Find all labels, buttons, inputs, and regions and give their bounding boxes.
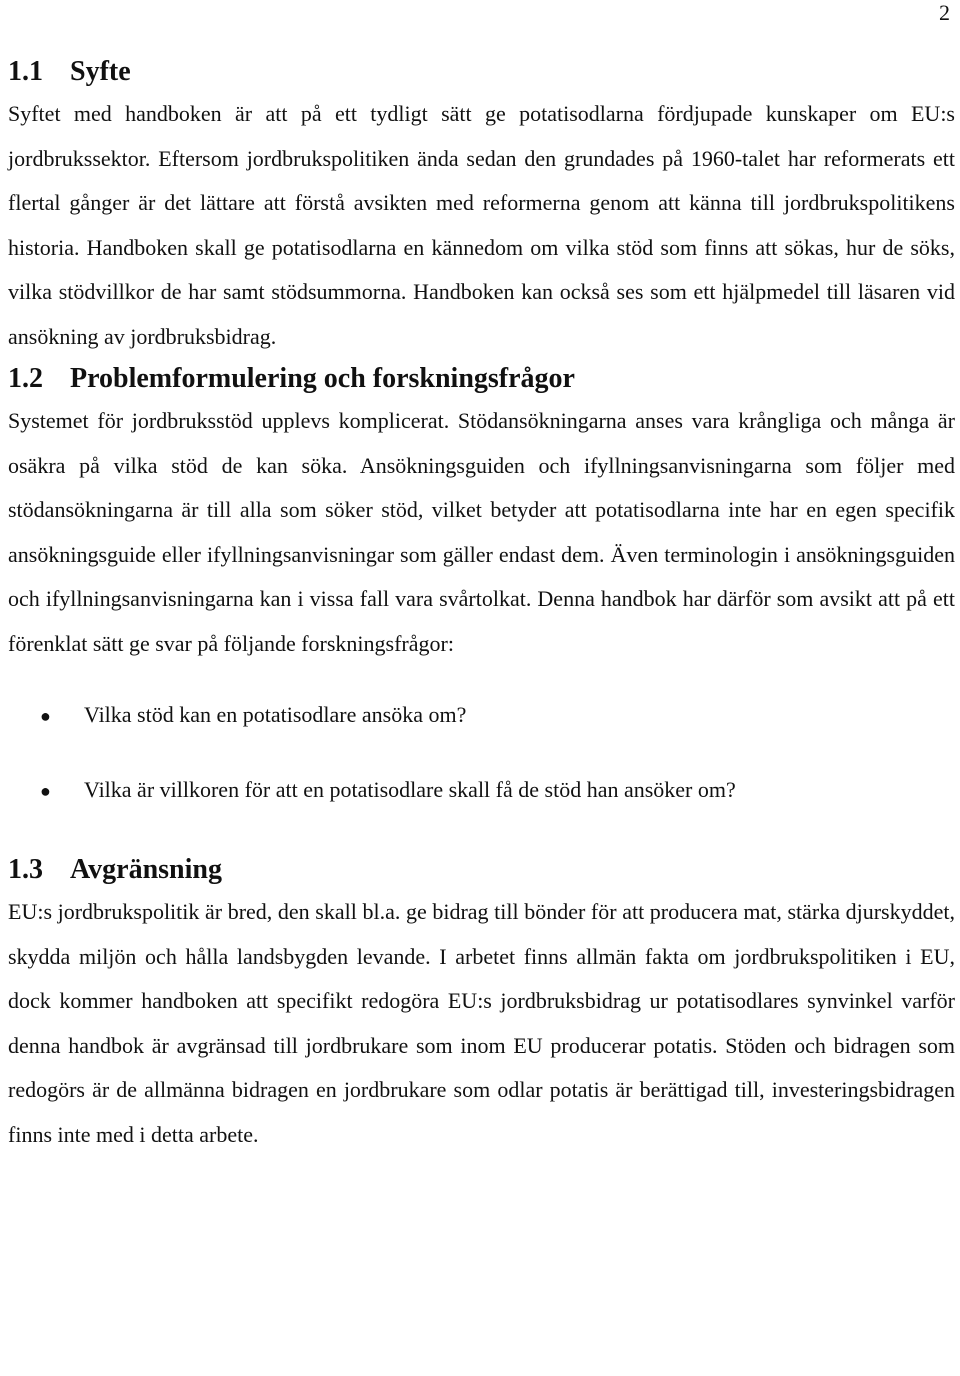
section-avgransning — [8, 850, 955, 1157]
bullet-icon: ● — [40, 706, 51, 726]
section-number: 1.2 — [8, 363, 43, 394]
section-paragraph: Syftet med handboken är att på ett tydligt sätt ge potatisodlarna fördjupade kunskaper om EU:s jordbrukssektor. Eftersom jordbrukspolitiken ända sedan den grundades på 1960-talet har reformerats ett flertal gånger är det lättare att förstå avsikten med reformerna genom att känna till jordbrukspolitikens historia. Handboken skall ge potatisodlarna en kännedom om vilka stöd som finns att sökas, hur de söks, vilka stödvillkor de har samt stödsummorna. Handboken kan också ses som ett hjälpmedel till läsaren vid ansökning av jordbruksbidrag. — [8, 101, 955, 349]
section-number: 1.1 — [8, 56, 43, 87]
page-content — [8, 52, 955, 1157]
section-title: Problemformulering och forskningsfrågor — [70, 363, 575, 394]
section-title: Syfte — [70, 56, 131, 87]
section-syfte — [8, 52, 955, 359]
section-number: 1.3 — [8, 854, 43, 885]
section-title: Avgränsning — [70, 854, 222, 885]
list-item-text: Vilka stöd kan en potatisodlare ansöka om? — [84, 702, 467, 727]
list-item-text: Vilka är villkoren för att en potatisodlare skall få de stöd han ansöker om? — [84, 777, 736, 802]
research-questions-list — [8, 700, 955, 806]
bullet-icon: ● — [40, 781, 51, 801]
section-heading — [8, 850, 955, 890]
page-number: 2 — [939, 0, 950, 25]
list-item — [8, 775, 955, 806]
section-paragraph: EU:s jordbrukspolitik är bred, den skall bl.a. ge bidrag till bönder för att producera mat, stärka djurskyddet, skydda miljön och hålla landsbygden levande. I arbetet finns allmän fakta om jordbrukspolitiken i EU, dock kommer handboken att specifikt redogöra EU:s jordbruksbidrag ur potatisodlares synvinkel varför denna handbok är avgränsad till jordbrukare som inom EU producerar potatis. Stöden och bidragen som redogörs är de allmänna bidragen en jordbrukare som odlar potatis är berättigad till, investeringsbidragen finns inte med i detta arbete. — [8, 899, 955, 1147]
section-problemformulering — [8, 359, 955, 806]
section-paragraph: Systemet för jordbruksstöd upplevs komplicerat. Stödansökningarna anses vara krångliga och många är osäkra på vilka stöd de kan söka. Ansökningsguiden och ifyllningsanvisningarna som följer med stödansökningarna är till alla som söker stöd, vilket betyder att potatisodlarna inte har en egen specifik ansökningsguide eller ifyllningsanvisningar som gäller endast dem. Även terminologin i ansökningsguiden och ifyllningsanvisningarna kan i vissa fall vara svårtolkat. Denna handbok har därför som avsikt att på ett förenklat sätt ge svar på följande forskningsfrågor: — [8, 408, 955, 656]
section-heading — [8, 359, 955, 399]
section-heading — [8, 52, 955, 92]
list-item — [8, 700, 955, 731]
